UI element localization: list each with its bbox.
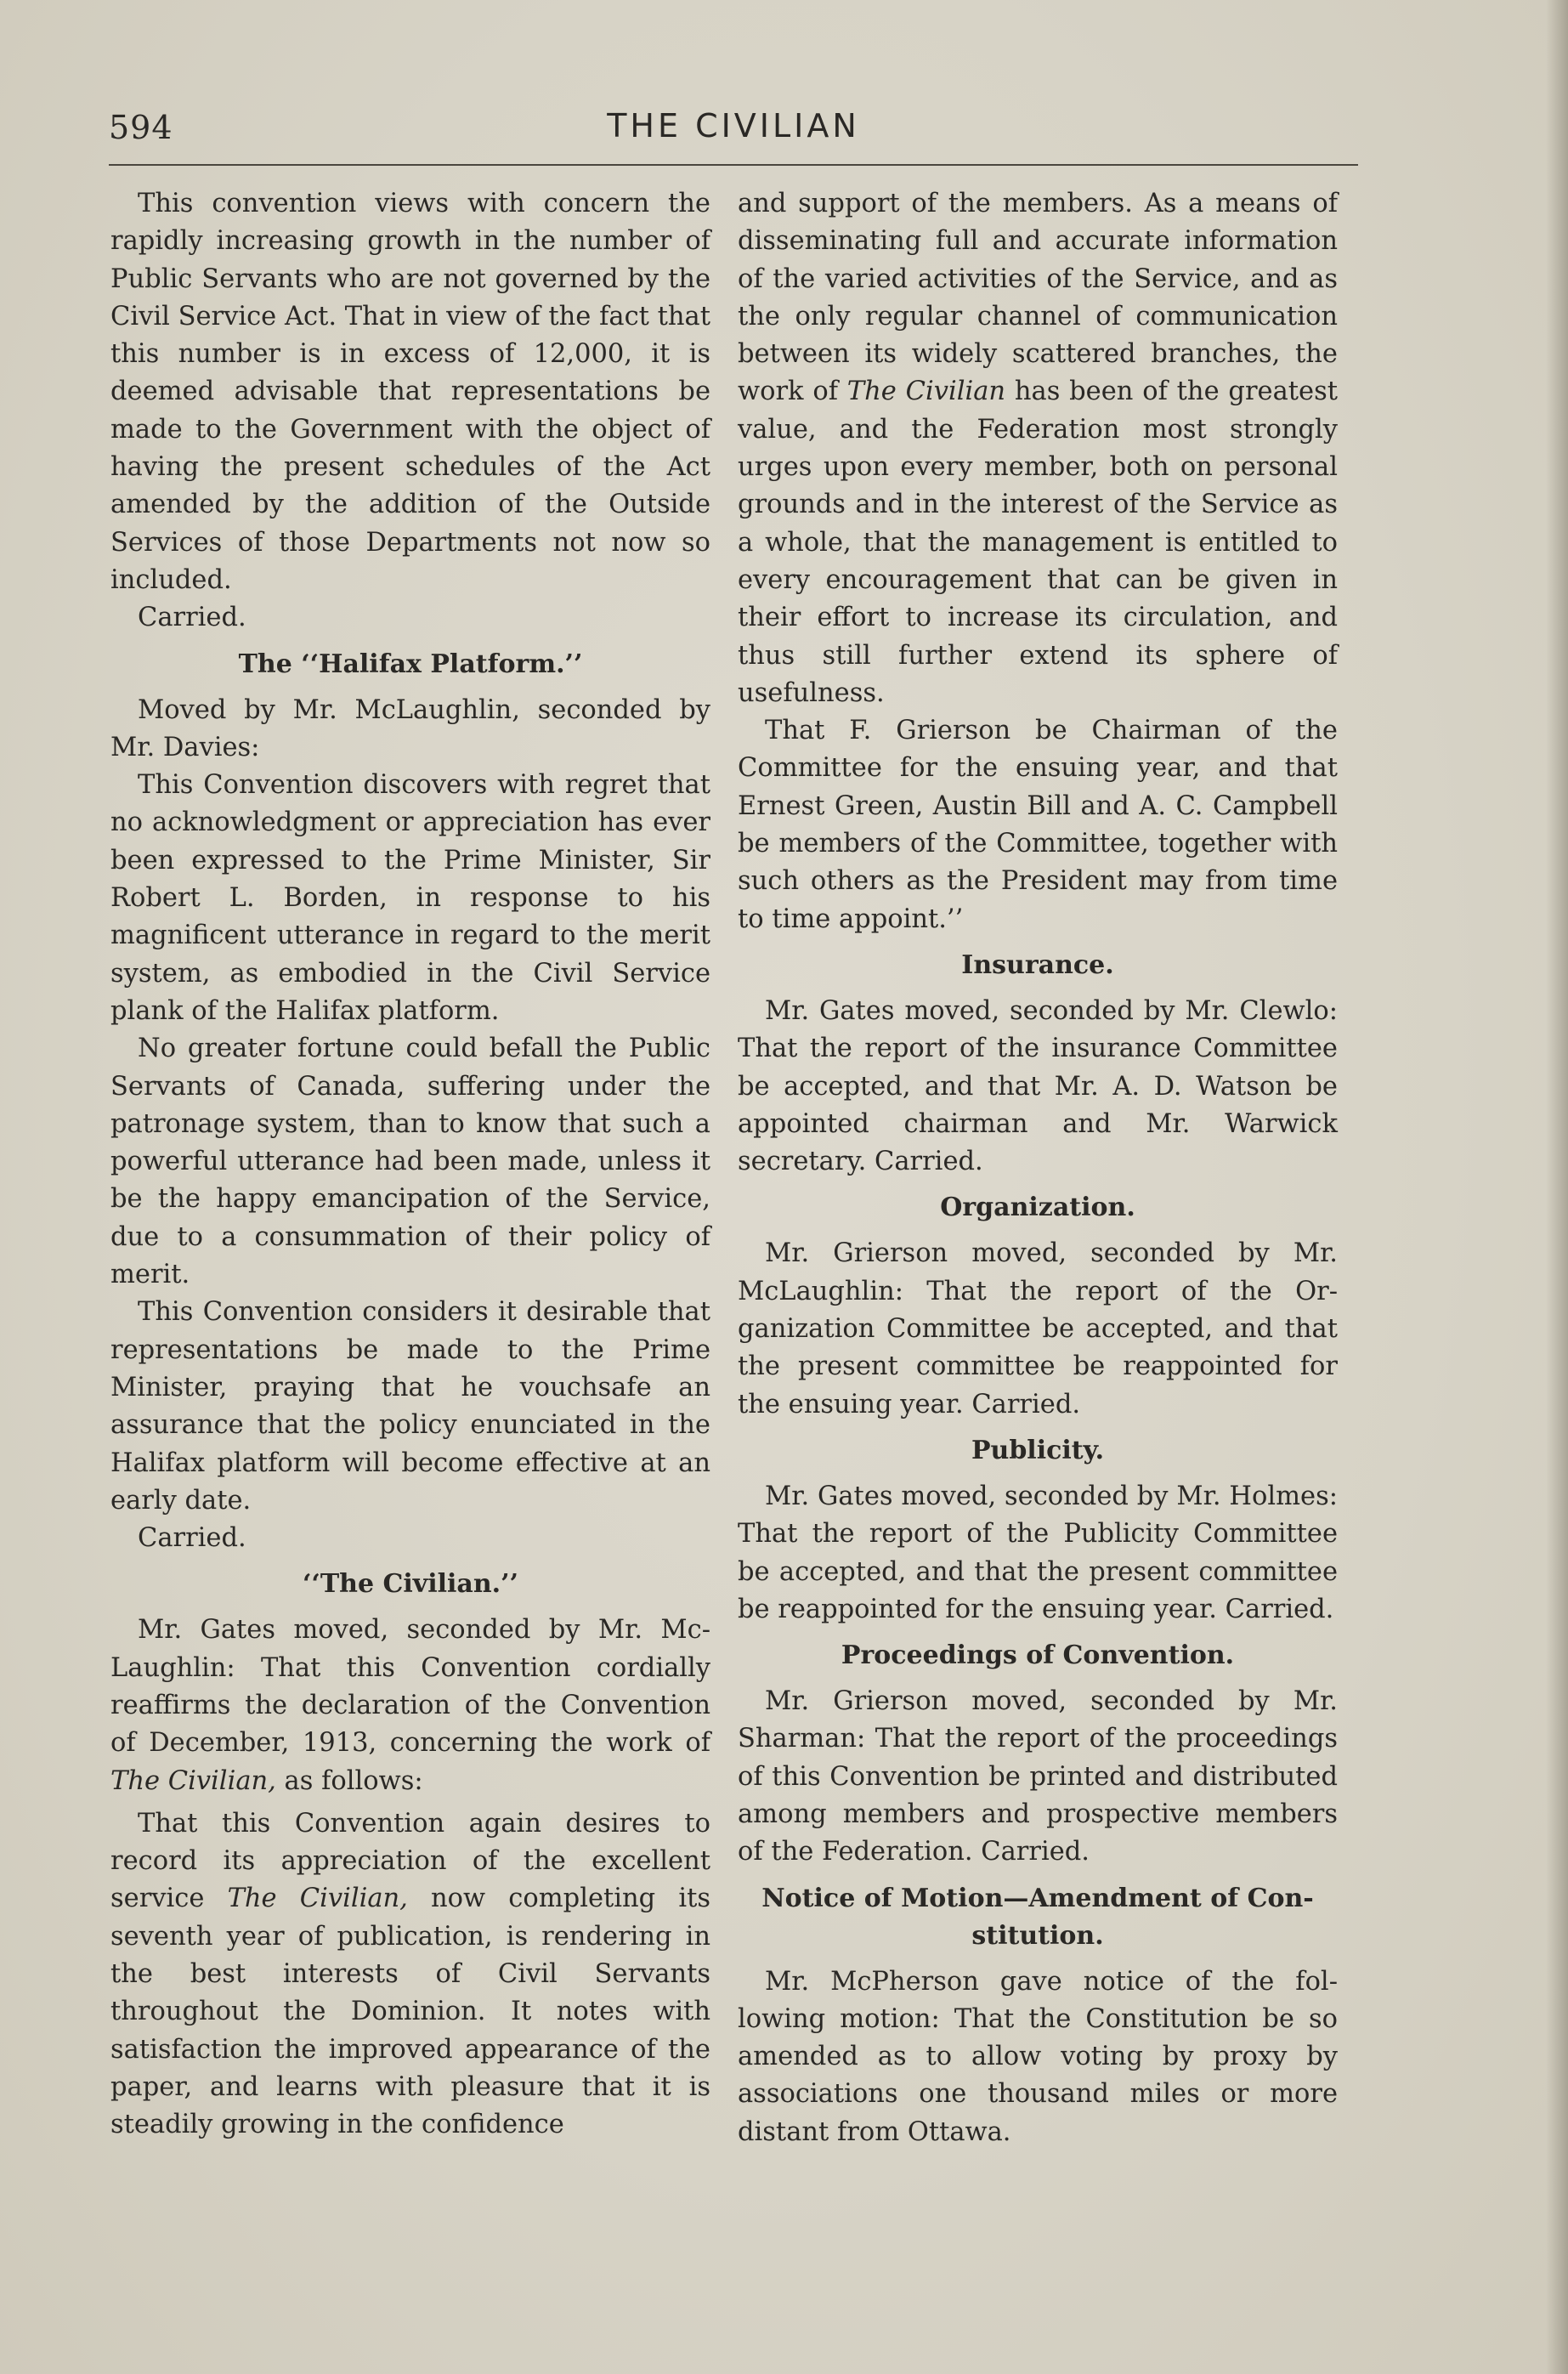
- page-header: [109, 105, 1358, 165]
- text-run: has been of the greatest value, and the Federation most strongly urges upon every member, both on personal grounds and in the interest of the Service as a whole, that the management is entitled to every encouragement that can be given in their effort to increase its circulation, and thus still further extend its sphere of usefulness.: [738, 377, 1338, 708]
- paragraph-greater-fortune: No greater fortune could befall the Public Servants of Canada, suffering under the patronage system, than to know that such a powerful utterance had been made, unless it be the happy emancipation of the Service, due to a consummation of their policy of merit.: [110, 1034, 710, 1290]
- text-run: Mr. Gates moved, seconded by Mr. McLaughlin: That this Convention cordially reaffirms the declaration of the Convention of December, 1913, concerning the work of: [110, 1615, 710, 1759]
- italic-title: The Civilian: [846, 377, 1006, 407]
- paragraph-publicity: Mr. Gates moved, seconded by Mr. Holmes: That the report of the Publicity Committee be accepted, and that the present committee be reappointed for the ensuing year. Carried.: [738, 1481, 1338, 1624]
- running-title: THE CIVILIAN: [607, 107, 860, 144]
- text-run: That this Convention again desires to record its appreciation of the excellent service: [110, 1808, 710, 1914]
- italic-title: The Civilian,: [227, 1884, 408, 1914]
- paragraph-proceedings: Mr. Grierson moved, seconded by Mr. Sharman: That the report of the proceedings of this Convention be printed and distributed among members and prospective members of the Federation. Carried.: [738, 1686, 1338, 1867]
- text-run: now completing its seventh year of publication, is rendering in the best interests of Civil Servants throughout the Dominion. It notes with satisfaction the improved appearance of the paper, and learns with pleasure that it is steadily growing in the confidence: [110, 1884, 711, 2140]
- page-number: 594: [109, 109, 173, 146]
- paragraph-gates-moved: [110, 1612, 710, 1799]
- text-run: and support of the members. As a means of disseminating full and accurate information of the varied activities of the Service, and as the only regular channel of communication between its widely scattered branches, the work of: [738, 189, 1338, 407]
- heading-organization: Organization.: [940, 1193, 1135, 1223]
- paragraph-moved-mclaughlin: Moved by Mr. McLaughlin, seconded by Mr. Davies:: [110, 694, 710, 762]
- heading-proceedings: Proceedings of Convention.: [841, 1640, 1235, 1671]
- heading-the-civilian: ‘‘The Civilian.’’: [302, 1569, 519, 1600]
- text-run: as follows:: [275, 1765, 423, 1796]
- right-column: [738, 185, 1338, 2151]
- paragraph-outside-services: This convention views with concern the rapidly increasing growth in the number of Public Servants who are not governed by the Civil Service Act. That in view of the fact that this number is in excess of 12,000, it is deemed advisable that representations be made to the Government with the object of having the present schedules of the Act amended by the addition of the Outside Services of those Departments not now so included.: [110, 189, 710, 595]
- paragraph-support-members: [738, 185, 1338, 712]
- paragraph-organization: Mr. Grierson moved, seconded by Mr. McLaughlin: That the report of the Organization Committee be accepted, and that the present committee be reappointed for the ensuing year. Carried.: [738, 1238, 1338, 1419]
- heading-halifax-platform: The ‘‘Halifax Platform.’’: [238, 649, 583, 679]
- italic-title: The Civilian,: [110, 1765, 276, 1796]
- paragraph-desirable: This Convention considers it desirable that representations be made to the Prime Minister, praying that he vouchsafe an assurance that the policy enunciated in the Halifax platform will become effective at an early date.: [110, 1297, 710, 1516]
- heading-publicity: Publicity.: [971, 1435, 1105, 1465]
- carried-line: Carried.: [138, 1523, 246, 1554]
- left-column: [110, 185, 710, 2145]
- paragraph-notice: Mr. McPherson gave notice of the following motion: That the Constitution be so amended as to allow voting by proxy by associations one thousand miles or more distant from Ottawa.: [738, 1966, 1338, 2147]
- header-rule: [109, 164, 1358, 166]
- paragraph-insurance: Mr. Gates moved, seconded by Mr. Clewlo: That the report of the insurance Committee be accepted, and that Mr. A. D. Watson be appointed chairman and Mr. Warwick secretary. Carried.: [738, 995, 1338, 1177]
- heading-notice-of-motion: Notice of Motion—Amendment of Constitution.: [761, 1883, 1314, 1951]
- paragraph-regret: This Convention discovers with regret that no acknowledgment or appreciation has ever been expressed to the Prime Minister, Sir Robert L. Borden, in response to his magnificent utterance in regard to the merit system, as embodied in the Civil Service plank of the Halifax platform.: [110, 770, 710, 1026]
- carried-line: Carried.: [138, 603, 246, 633]
- page-edge-shadow: [1546, 0, 1568, 2374]
- heading-insurance: Insurance.: [961, 949, 1114, 980]
- paragraph-grierson-chairman: That F. Grierson be Chairman of the Committee for the ensuing year, and that Ernest Green, Austin Bill and A. C. Campbell be members of the Committee, together with such others as the President may from time to time appoint.’’: [738, 716, 1338, 934]
- paragraph-appreciation: [110, 1805, 710, 2145]
